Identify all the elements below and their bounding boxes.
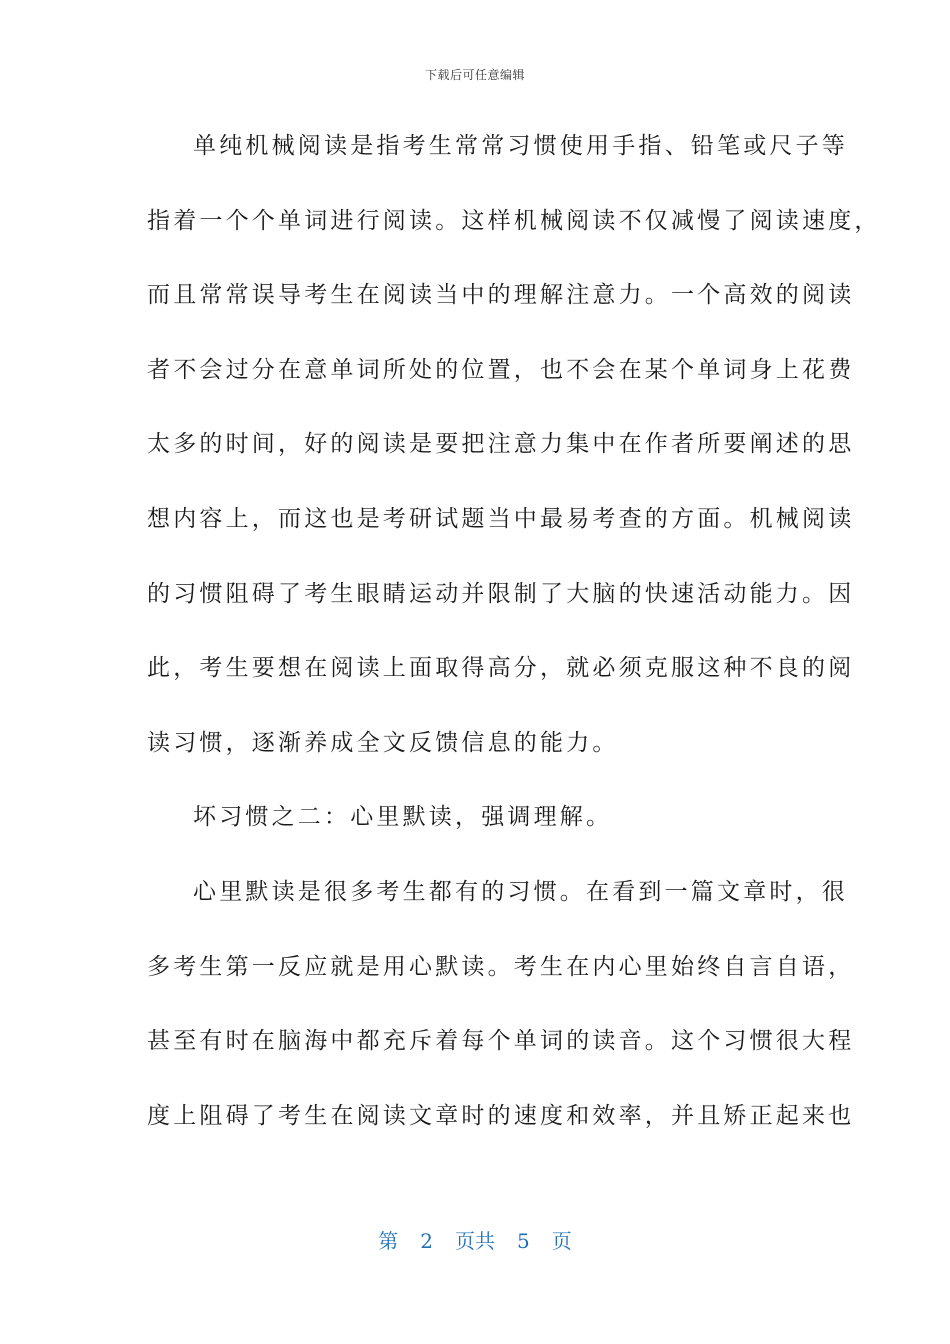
page-label-suffix: 页	[551, 1229, 572, 1253]
paragraph-line: 者不会过分在意单词所处的位置，也不会在某个单词身上花费	[147, 356, 855, 383]
paragraph-line: 太多的时间，好的阅读是要把注意力集中在作者所要阐述的思	[147, 431, 855, 458]
current-page-number: 2	[420, 1229, 433, 1253]
page-number-footer	[0, 1225, 950, 1254]
paragraph-line: 而且常常误导考生在阅读当中的理解注意力。一个高效的阅读	[147, 282, 855, 309]
page-label-middle: 页共	[455, 1229, 495, 1253]
section-heading: 坏习惯之二：心里默读，强调理解。	[193, 804, 613, 831]
paragraph-line: 此，考生要想在阅读上面取得高分，就必须克服这种不良的阅	[147, 655, 855, 682]
paragraph-line: 指着一个个单词进行阅读。这样机械阅读不仅减慢了阅读速度，	[147, 207, 881, 234]
paragraph-line: 度上阻碍了考生在阅读文章时的速度和效率，并且矫正起来也	[147, 1102, 855, 1129]
paragraph-line: 单纯机械阅读是指考生常常习惯使用手指、铅笔或尺子等	[193, 133, 848, 159]
page-header-note: 下载后可任意编辑	[424, 68, 525, 82]
paragraph-line: 多考生第一反应就是用心默读。考生在内心里始终自言自语，	[147, 953, 855, 980]
document-body	[147, 121, 881, 1165]
paragraph-line: 读习惯，逐渐养成全文反馈信息的能力。	[147, 729, 619, 756]
page-label-prefix: 第	[378, 1229, 399, 1253]
paragraph-line: 想内容上，而这也是考研试题当中最易考查的方面。机械阅读	[147, 505, 855, 532]
paragraph-line: 的习惯阻碍了考生眼睛运动并限制了大脑的快速活动能力。因	[147, 580, 855, 607]
paragraph-line: 甚至有时在脑海中都充斥着每个单词的读音。这个习惯很大程	[147, 1028, 855, 1055]
paragraph-line: 心里默读是很多考生都有的习惯。在看到一篇文章时，很	[193, 878, 848, 905]
total-pages-number: 5	[517, 1229, 530, 1253]
